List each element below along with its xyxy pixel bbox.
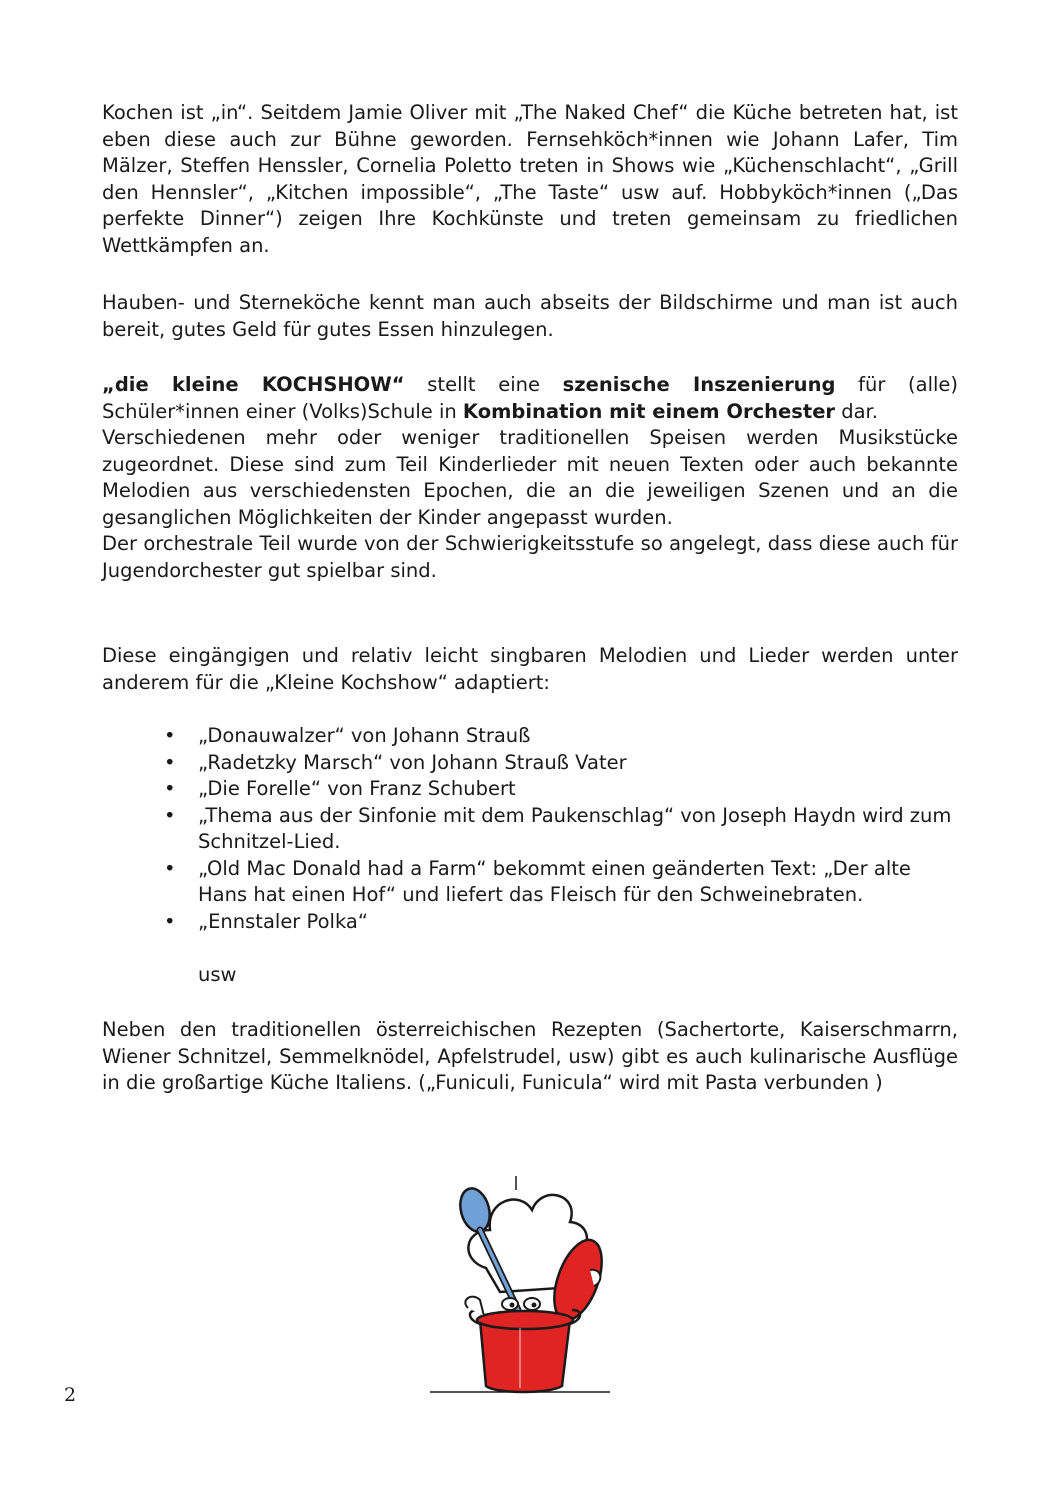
melodies-paragraph — [102, 643, 958, 696]
list-item-text: „Old Mac Donald had a Farm“ bekommt einen geänderten Text: „Der alte Hans hat einen Hof“ und liefert das Fleisch für den Schweinebraten. — [198, 856, 911, 906]
bullet: • — [164, 724, 176, 747]
kochshow-music-text: Verschiedenen mehr oder weniger traditionellen Speisen werden Musikstücke zugeordnet. Diese sind zum Teil Kinderlieder mit neuen Texten oder auch bekannte Melodien aus verschiedensten Epochen, die an die jeweiligen Szenen und an die gesanglichen Möglichkeiten der Kinder angepasst wurden. — [102, 426, 958, 529]
pupil-left — [510, 1303, 515, 1308]
bullet: • — [164, 750, 176, 774]
bullet: • — [164, 856, 176, 880]
list-item-text: „Die Forelle“ von Franz Schubert — [198, 777, 516, 800]
list-item — [102, 909, 958, 936]
kochshow-text-3: dar. — [835, 399, 878, 423]
list-item-text: „Ennstaler Polka“ — [198, 909, 368, 933]
spoon-bowl — [456, 1185, 494, 1235]
list-item — [102, 750, 958, 777]
list-trailer: usw — [198, 963, 237, 986]
kochshow-paragraph — [102, 372, 958, 584]
kochshow-orchestra-text: Der orchestrale Teil wurde von der Schwierigkeitsstufe so angelegt, dass diese auch für Jugendorchester gut spielbar sind. — [102, 532, 958, 582]
kochshow-emphasis-2: Kombination mit einem Orchester — [462, 399, 836, 423]
melody-list — [102, 723, 958, 935]
list-item-text: „Donauwalzer“ von Johann Strauß — [198, 724, 531, 747]
list-item — [102, 803, 958, 856]
intro-paragraph — [102, 100, 958, 259]
chefs-text: Hauben- und Sterneköche kennt man auch abseits der Bildschirme und man ist auch bereit, gutes Geld für gutes Essen hinzulegen. — [102, 291, 958, 341]
bullet: • — [164, 909, 176, 933]
list-item — [102, 776, 958, 803]
bullet: • — [164, 803, 176, 827]
list-item — [102, 723, 958, 750]
list-item-text: „Radetzky Marsch“ von Johann Strauß Vater — [198, 750, 627, 774]
kochshow-text-1: stellt eine — [404, 373, 563, 396]
recipes-paragraph — [102, 1017, 958, 1097]
kochshow-text-2: für (alle) Schüler*innen einer (Volks)Schule in — [102, 373, 959, 423]
list-item — [102, 856, 958, 909]
recipes-text: Neben den traditionellen österreichischen Rezepten (Sachertorte, Kaiserschmarrn, Wiener Schnitzel, Semmelknödel, Apfelstrudel, usw) gibt es auch kulinarische Ausflüge in die großartige Küche Italiens. („Funiculi, Funicula“ wird mit Pasta verbunden ) — [102, 1018, 958, 1094]
chef-in-pot-icon — [420, 1160, 620, 1400]
pot-body — [480, 1320, 570, 1392]
intro-text: Kochen ist „in“. Seitdem Jamie Oliver mit „The Naked Chef“ die Küche betreten hat, ist eben diese auch zur Bühne geworden. Fernsehköch*innen wie Johann Lafer, Tim Mälzer, Steffen Henssler, Cornelia Poletto treten in Shows wie „Küchenschlacht“, „Grill den Hennsler“, „Kitchen impossible“, „The Taste“ usw auf. Hobbyköch*innen („Das perfekte Dinner“) zeigen Ihre Kochkünste und treten gemeinsam zu friedlichen Wettkämpfen an. — [102, 101, 958, 257]
kochshow-title: „die kleine KOCHSHOW“ — [102, 373, 405, 396]
pot-rim — [477, 1311, 573, 1329]
page-number: 2 — [64, 1384, 77, 1406]
pupil-right — [532, 1303, 537, 1308]
chefs-paragraph — [102, 290, 958, 343]
kochshow-intro — [102, 372, 958, 425]
kochshow-emphasis-1: szenische Inszenierung — [562, 373, 836, 396]
list-item-text: „Thema aus der Sinfonie mit dem Paukenschlag“ von Joseph Haydn wird zum Schnitzel-Lied. — [198, 803, 952, 853]
bullet: • — [164, 777, 176, 800]
melodies-text: Diese eingängigen und relativ leicht singbaren Melodien und Lieder werden unter anderem für die „Kleine Kochshow“ adaptiert: — [102, 644, 958, 694]
hand-left — [465, 1297, 484, 1316]
